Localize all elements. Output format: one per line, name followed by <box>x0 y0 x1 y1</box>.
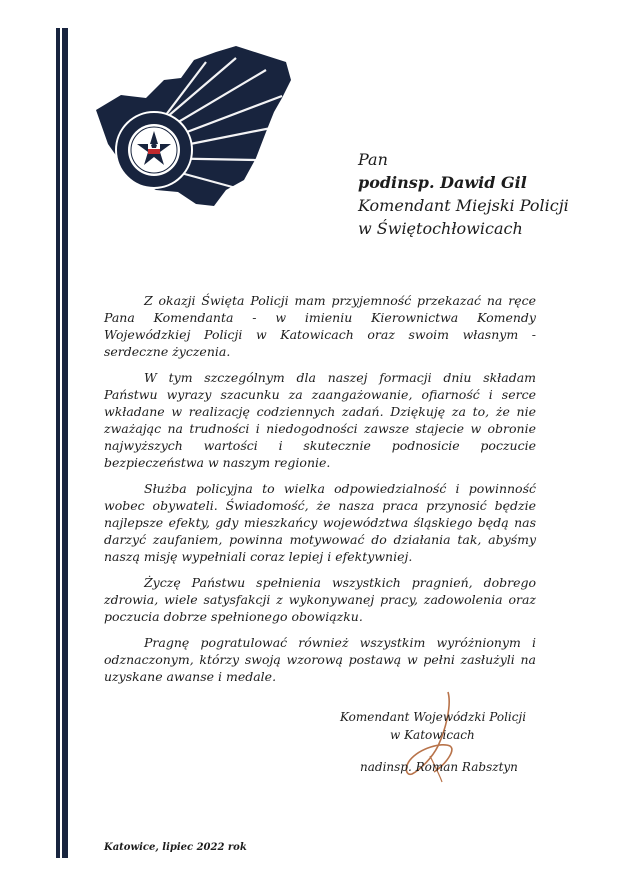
signature-title-line1: Komendant Wojewódzki Policji <box>340 710 527 724</box>
police-logo-icon <box>86 40 296 210</box>
letter-body <box>104 292 536 694</box>
place-date: Katowice, lipiec 2022 rok <box>104 842 247 853</box>
addressee-city: w Świętochłowicach <box>358 219 523 238</box>
paragraph: W tym szczególnym dla naszej formacji dniu składam Państwu wyrazy szacunku za zaangażowanie, ofiarność i serce wkładane w realizację codziennych zadań. Dziękuję za to, że nie zważając na trudności i niedogodności zawsze stajecie w obronie najwyższych wartości i skutecznie podnosicie poczucie bezpieczeństwa w naszym regionie. <box>104 370 536 470</box>
paragraph: Służba policyjna to wielka odpowiedzialność i powinność wobec obywateli. Świadomość, że nasza praca przynosić będzie najlepsze efekty, gdy mieszkańcy województwa śląskiego będą nas darzyć zaufaniem, powinna motywować do działania tak, abyśmy naszą misję wypełniali coraz lepiej i efektywniej. <box>104 481 536 564</box>
signature-block <box>340 708 526 776</box>
paragraph: Życzę Państwu spełnienia wszystkich pragnień, dobrego zdrowia, wiele satysfakcji z wykonywanej pracy, zadowolenia oraz poczucia dobrze spełnionego obowiązku. <box>104 575 536 624</box>
addressee-title: Komendant Miejski Policji <box>358 196 569 215</box>
addressee-block <box>358 148 569 240</box>
left-margin-bar-stripe <box>60 28 62 858</box>
addressee-name: podinsp. Dawid Gil <box>358 173 527 192</box>
paragraph: Pragnę pogratulować również wszystkim wyróżnionym i odznaczonym, którzy swoją wzorową postawą w pełni zasłużyli na uzyskane awanse i medale. <box>104 635 536 684</box>
signature-name: nadinsp. Roman Rabsztyn <box>360 760 518 774</box>
addressee-salutation: Pan <box>358 150 388 169</box>
left-margin-bar <box>56 28 68 858</box>
paragraph: Z okazji Święta Policji mam przyjemność przekazać na ręce Pana Komendanta - w imieniu Kierownictwa Komendy Wojewódzkiej Policji w Katowicach oraz swoim własnym - serdeczne życzenia. <box>104 293 536 359</box>
signature-title-line2: w Katowicach <box>390 728 475 742</box>
